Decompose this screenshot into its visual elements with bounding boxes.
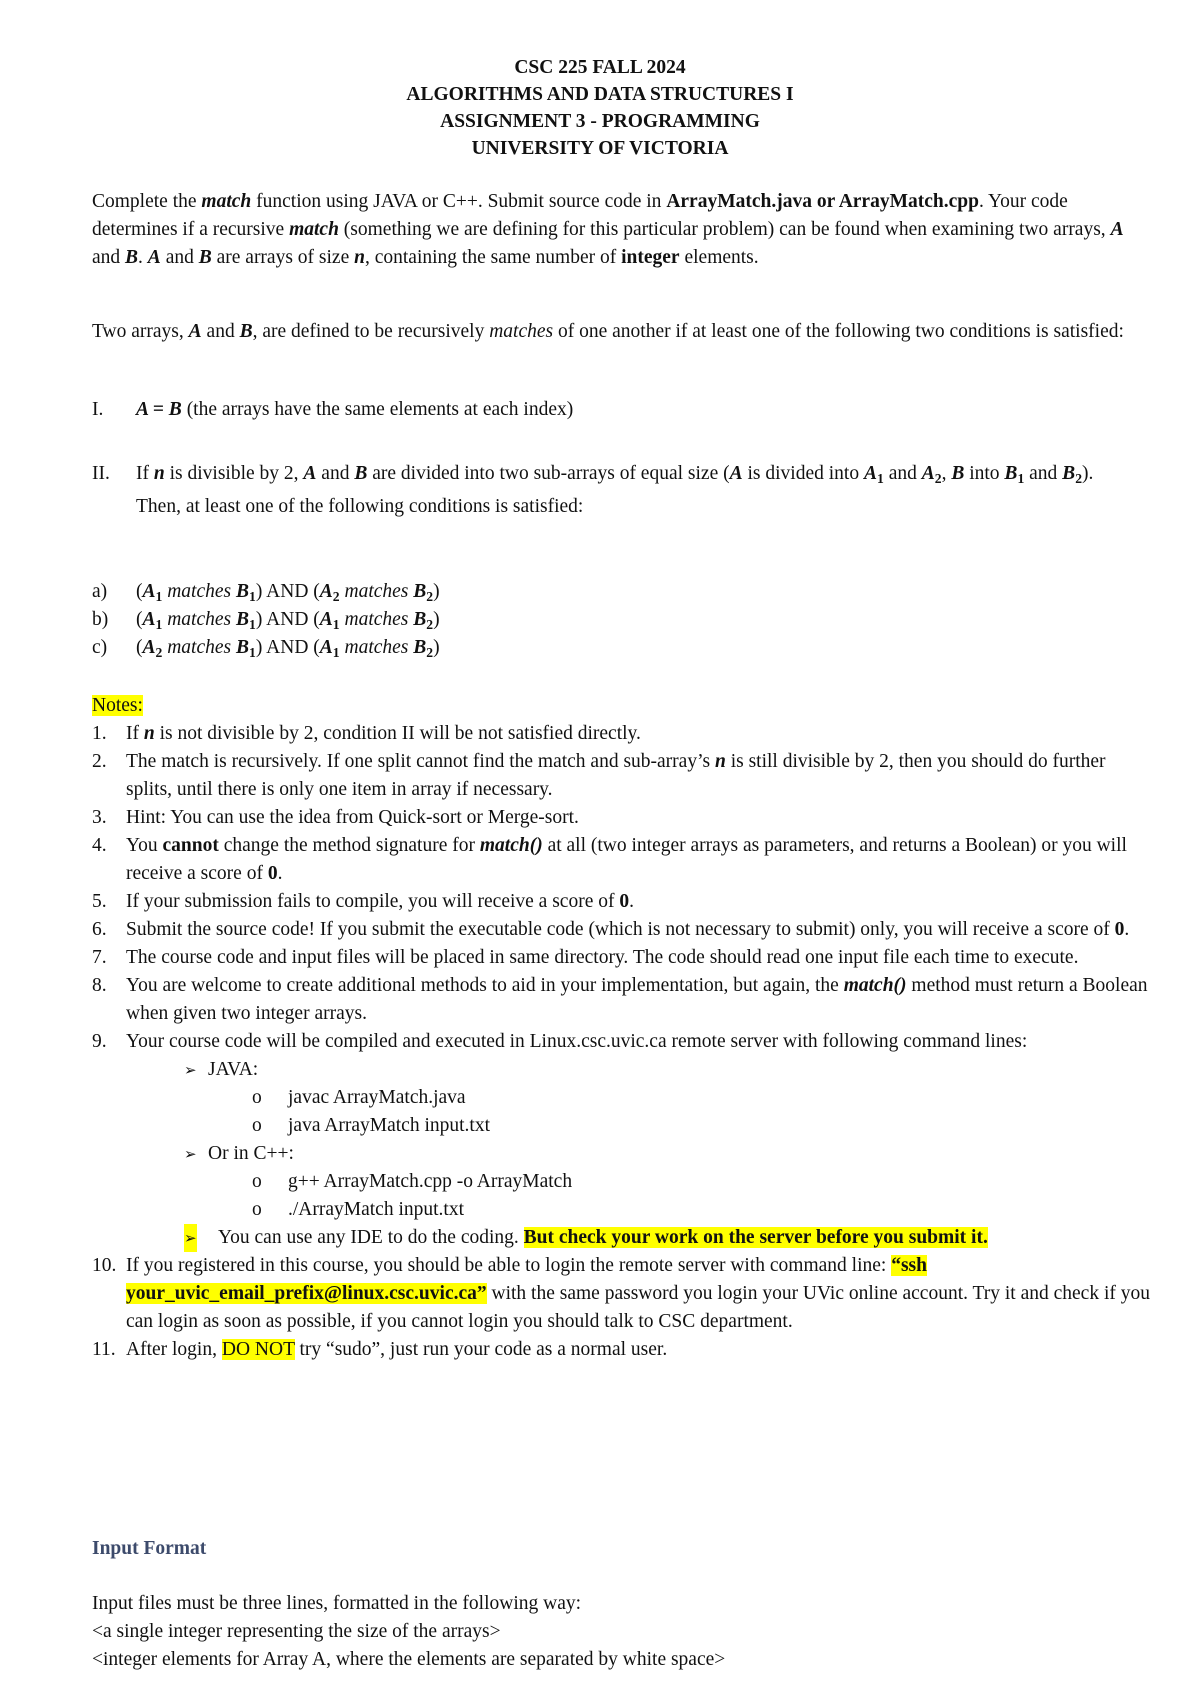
document-header [0,54,1200,162]
notes-section [92,692,1152,1364]
notes-title: Notes: [92,695,143,716]
java-commands-heading: ➢ JAVA: [92,1056,1152,1084]
input-format-line-3: <integer elements for Array A, where the elements are separated by white space> [92,1649,726,1670]
note-11: 11. After login, DO NOT try “sudo”, just run your code as a normal user. [92,1339,668,1360]
assignment-title: ASSIGNMENT 3 - PROGRAMMING [440,111,760,132]
condition-one: I. A = B (the arrays have the same elements at each index) [92,399,574,420]
note-5: 5. If your submission fails to compile, you will receive a score of 0. [92,891,634,912]
cpp-command-run: o ./ArrayMatch input.txt [92,1196,1152,1224]
sub-condition-a: a) ($A_1$ matches $B_1$) AND ($A_2$ matches $B_2$) [92,581,440,604]
condition-two: II. If n is divisible by 2, A and B are divided into two sub-arrays of equal size (A is divided into $A_1$ and $A_2$, B into $B_1$ and $B_2$). Then, at least one of the following conditions is satisfied: [92,463,1094,517]
note-4: 4. You cannot change the method signature for match() at all (two integer arrays as parameters, and returns a Boolean) or you will receive a score of 0. [92,835,1127,884]
note-10: 10. If you registered in this course, you should be able to login the remote server with command line: “ssh your_uvic_email_prefix@linux.csc.uvic.ca” with the same password you login your UVic online account. Try it and check if you can login as soon as possible, if you cannot login you should talk to CSC department. [92,1255,1150,1332]
note-8: 8. You are welcome to create additional methods to aid in your implementation, but again, the match() method must return a Boolean when given two integer arrays. [92,975,1148,1024]
sub-condition-b: b) ($A_1$ matches $B_1$) AND ($A_1$ matches $B_2$) [92,609,440,632]
cpp-command-compile: o g++ ArrayMatch.cpp -o ArrayMatch [92,1168,1152,1196]
circle-bullet-icon: o [252,1171,262,1192]
cpp-commands-heading: ➢ Or in C++: [92,1140,1152,1168]
sub-condition-c: c) ($A_2$ matches $B_1$) AND ($A_1$ matches $B_2$) [92,637,440,660]
definition-paragraph: Two arrays, A and B, are defined to be recursively matches of one another if at least one of the following two conditions is satisfied: [92,321,1124,342]
circle-bullet-icon: o [252,1199,262,1220]
circle-bullet-icon: o [252,1087,262,1108]
note-1: 1. If n is not divisible by 2, condition II will be not satisfied directly. [92,723,641,744]
note-3: 3. Hint: You can use the idea from Quick-sort or Merge-sort. [92,807,579,828]
note-9: 9. Your course code will be compiled and executed in Linux.csc.uvic.ca remote server with following command lines: [92,1031,1028,1052]
input-format-heading: Input Format [92,1538,207,1559]
intro-paragraph: Complete the match function using JAVA or C++. Submit source code in ArrayMatch.java or ArrayMatch.cpp. Your code determines if a recursive match (something we are defining for this particular problem) can be found when examining two arrays, A and B. A and B are arrays of size n, containing the same number of integer elements. [92,191,1124,268]
university-name: UNIVERSITY OF VICTORIA [471,138,729,159]
arrow-bullet-icon: ➢ [184,1061,197,1079]
circle-bullet-icon: o [252,1115,262,1136]
arrow-bullet-icon: ➢ [184,1145,197,1163]
input-format-body [92,1590,1132,1674]
input-format-line-1: Input files must be three lines, formatted in the following way: [92,1593,582,1614]
note-2: 2. The match is recursively. If one split cannot find the match and sub-array’s n is still divisible by 2, then you should do further splits, until there is only one item in array if necessary. [92,751,1106,800]
note-6: 6. Submit the source code! If you submit the executable code (which is not necessary to submit) only, you will receive a score of 0. [92,919,1130,940]
input-format-line-2: <a single integer representing the size of the arrays> [92,1621,501,1642]
note-7: 7. The course code and input files will be placed in same directory. The code should read one input file each time to execute. [92,947,1079,968]
course-name: ALGORITHMS AND DATA STRUCTURES I [406,84,794,105]
arrow-bullet-icon: ➢ [184,1224,197,1252]
java-command-compile: o javac ArrayMatch.java [92,1084,1152,1112]
course-title: CSC 225 FALL 2024 [514,57,686,78]
java-command-run: o java ArrayMatch input.txt [92,1112,1152,1140]
ide-note: ➢ You can use any IDE to do the coding. But check your work on the server before you submit it. [92,1224,1152,1252]
